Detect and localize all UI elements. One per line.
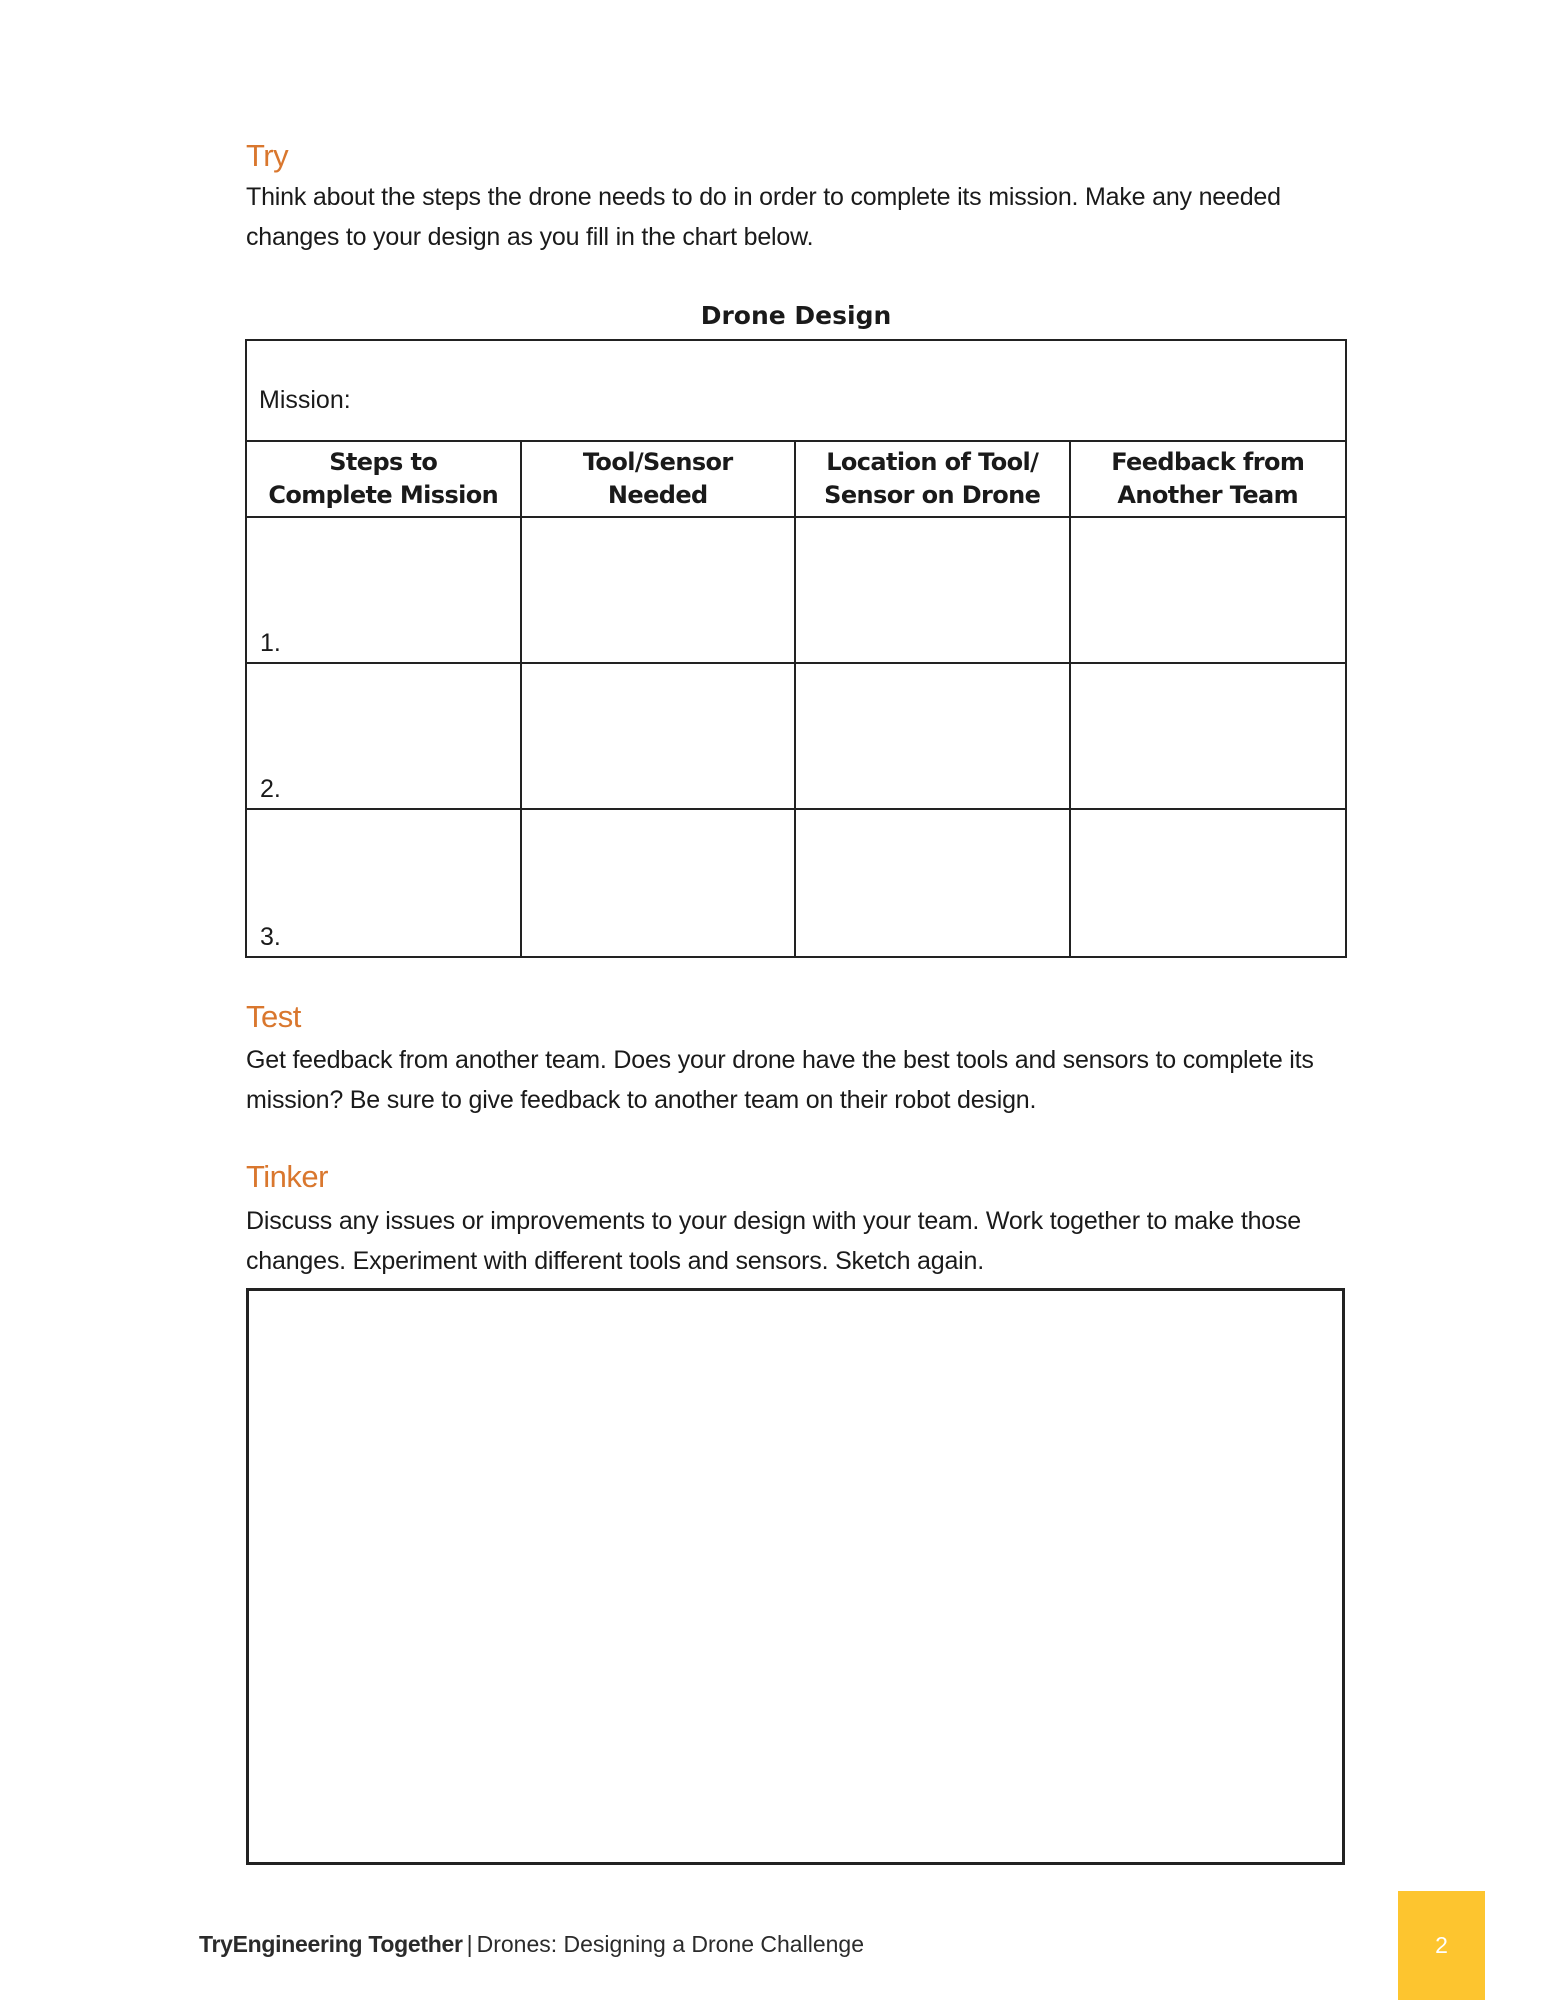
table-row — [247, 810, 1345, 956]
column-header-location — [796, 442, 1071, 516]
column-header-line: Location of Tool/ — [826, 448, 1039, 476]
row-number: 2. — [260, 775, 281, 803]
table-row — [247, 518, 1345, 664]
tool-sensor-cell[interactable] — [522, 810, 797, 956]
drone-design-table — [245, 339, 1347, 958]
page-number: 2 — [1435, 1932, 1448, 1958]
tinker-heading: Tinker — [246, 1159, 328, 1194]
steps-cell[interactable] — [247, 664, 522, 808]
footer-title: Drones: Designing a Drone Challenge — [476, 1931, 864, 1957]
location-cell[interactable] — [796, 664, 1071, 808]
table-row — [247, 664, 1345, 810]
mission-label: Mission: — [259, 386, 351, 414]
test-heading: Test — [246, 999, 301, 1034]
footer — [199, 1930, 864, 1958]
tool-sensor-cell[interactable] — [522, 664, 797, 808]
footer-separator: | — [466, 1931, 473, 1957]
feedback-cell[interactable] — [1071, 810, 1346, 956]
column-header-feedback — [1071, 442, 1346, 516]
table-header-row — [247, 442, 1345, 518]
row-number: 1. — [260, 629, 281, 657]
page-number-tab — [1398, 1891, 1485, 2000]
feedback-cell[interactable] — [1071, 664, 1346, 808]
column-header-line: Sensor on Drone — [824, 481, 1041, 509]
column-header-line: Tool/Sensor — [582, 448, 733, 476]
test-instructions: Get feedback from another team. Does your drone have the best tools and sensors to complete its mission? Be sure to give feedback to another team on their robot design. — [246, 1046, 1314, 1114]
table-title: Drone Design — [700, 301, 892, 330]
location-cell[interactable] — [796, 518, 1071, 662]
column-header-line: Feedback from — [1111, 448, 1305, 476]
steps-cell[interactable] — [247, 810, 522, 956]
try-heading: Try — [246, 138, 289, 173]
column-header-line: Needed — [607, 481, 708, 509]
column-header-steps — [247, 442, 522, 516]
steps-cell[interactable] — [247, 518, 522, 662]
mission-row[interactable] — [247, 341, 1345, 442]
row-number: 3. — [260, 923, 281, 951]
tool-sensor-cell[interactable] — [522, 518, 797, 662]
column-header-line: Another Team — [1117, 481, 1299, 509]
column-header-line: Steps to — [329, 448, 438, 476]
footer-brand: TryEngineering Together — [199, 1931, 463, 1957]
feedback-cell[interactable] — [1071, 518, 1346, 662]
try-instructions: Think about the steps the drone needs to do in order to complete its mission. Make any needed changes to your design as you fill in the chart below. — [246, 183, 1281, 251]
sketch-area[interactable] — [246, 1288, 1345, 1865]
location-cell[interactable] — [796, 810, 1071, 956]
column-header-tool-sensor — [522, 442, 797, 516]
column-header-line: Complete Mission — [268, 481, 499, 509]
tinker-instructions: Discuss any issues or improvements to your design with your team. Work together to make those changes. Experiment with different tools and sensors. Sketch again. — [246, 1207, 1302, 1275]
